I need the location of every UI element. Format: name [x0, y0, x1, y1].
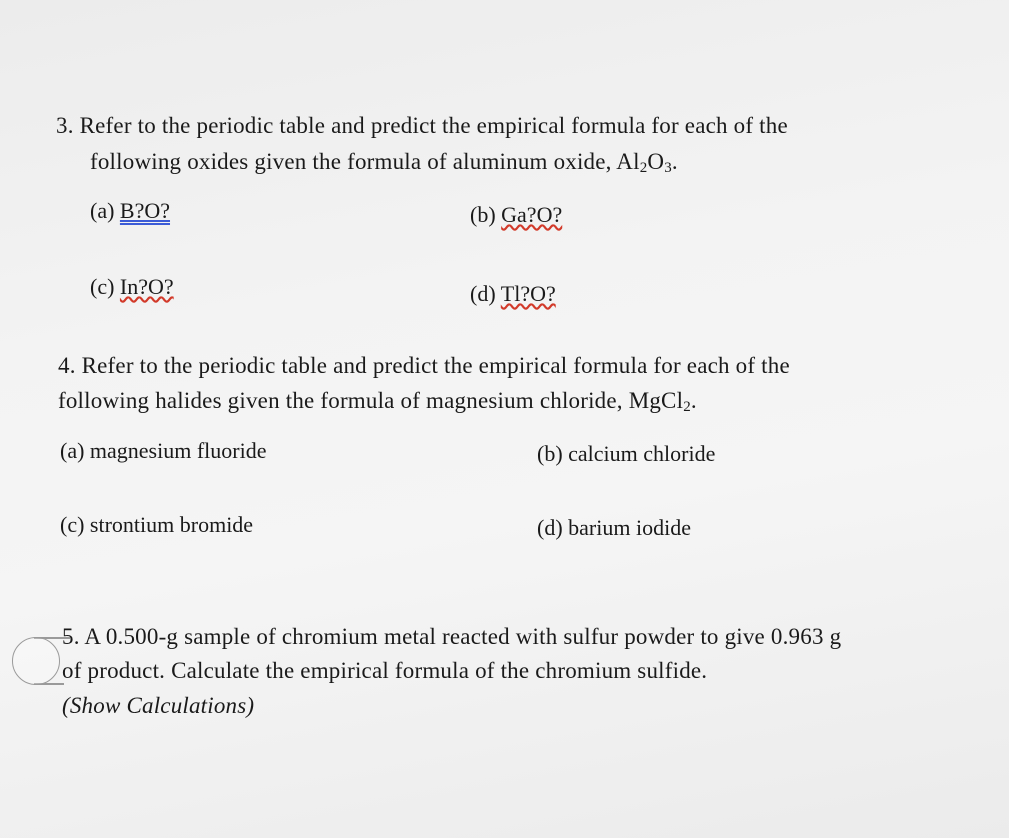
q4-option-c: (c) strontium bromide [60, 512, 254, 537]
q4-option-d: (d) barium iodide [537, 515, 691, 540]
q3-option-d: (d) Tl?O? [470, 281, 556, 306]
q3-option-b-formula: Ga?O? [501, 202, 563, 227]
q3-option-c-formula: In?O? [119, 274, 174, 299]
q3-line1: 3. Refer to the periodic table and predict the empirical formula for each of the [56, 113, 788, 138]
q5-line2: of product. Calculate the empirical formula of the chromium sulfide. [62, 658, 708, 683]
q5-line3: (Show Calculations) [62, 693, 255, 718]
q4-line2: following halides given the formula of magnesium chloride, MgCl$_2$. [58, 388, 697, 415]
q3-option-d-formula: Tl?O? [500, 281, 556, 306]
q3-option-a-formula: B?O? [119, 198, 171, 223]
q5-line1: 5. A 0.500-g sample of chromium metal reacted with sulfur powder to give 0.963 g [62, 624, 842, 649]
q3-option-b: (b) Ga?O? [470, 202, 563, 227]
q3-option-c: (c) In?O? [90, 274, 174, 299]
q3-option-a: (a) B?O? [90, 198, 171, 223]
q3-line2: following oxides given the formula of aluminum oxide, $Al_2O_3$. [90, 149, 678, 176]
answer-circle-icon[interactable] [12, 637, 60, 685]
q4-option-a: (a) magnesium fluoride [60, 438, 267, 463]
q4-line1: 4. Refer to the periodic table and predict the empirical formula for each of the [58, 353, 790, 378]
q4-option-b: (b) calcium chloride [537, 441, 716, 466]
